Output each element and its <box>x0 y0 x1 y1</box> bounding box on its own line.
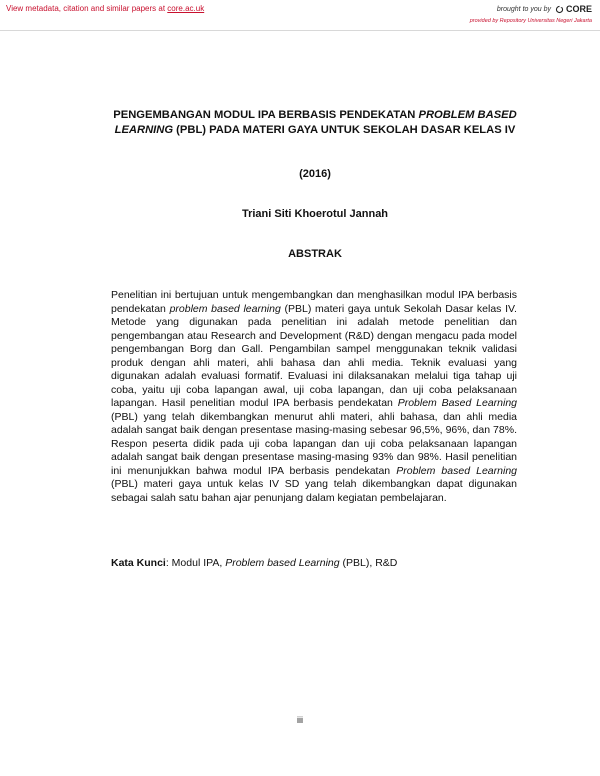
keywords-seg-1: : Modul IPA, <box>165 557 226 569</box>
paper-author: Triani Siti Khoerotul Jannah <box>241 208 389 220</box>
brought-to-you-by <box>497 4 592 14</box>
provided-by: provided by Repository Universitas Negeri Jakarta <box>469 18 592 24</box>
abstract-seg-4: Problem Based Learning <box>397 397 518 409</box>
abstract-seg-3: (PBL) materi gaya untuk Sekolah Dasar kelas IV. Metode yang digunakan pada penelitian ini adalah metode penelitian dan pengembangan atau Research and Development (R&D) dengan mengacu pada model pengembangan Borg dan Gall. Pengambilan sampel menggunakan teknik validasi produk dengan ahli materi, ahli bahasa dan ahli media. Teknik evaluasi yang digunakan adalah evaluasi formatif. Evaluasi ini dilaksanakan melalui tiga tahap uji coba, yaitu uji coba lapangan awal, uji coba lapangan, dan uji coba pelaksanaan lapangan. Hasil penelitian modul IPA berbasis pendekatan <box>111 302 517 409</box>
core-link-prefix: View metadata, citation and similar papers at <box>6 4 168 13</box>
core-logo[interactable] <box>555 4 592 14</box>
abstract-seg-1: Penelitian ini bertujuan untuk mengembangkan dan menghasilkan modul IPA berbasis pendekatan <box>111 289 517 315</box>
keywords-seg-2: Problem based Learning <box>225 557 340 569</box>
keywords <box>111 557 531 571</box>
title-part-1: PENGEMBANGAN MODUL IPA BERBASIS PENDEKATAN <box>113 109 419 121</box>
keywords-label: Kata Kunci <box>111 557 166 569</box>
abstract-seg-6: Problem based Learning <box>396 464 517 477</box>
core-logo-text: CORE <box>565 4 592 14</box>
paper-year: (2016) <box>299 168 331 180</box>
abstract-seg-7: (PBL) materi gaya untuk kelas IV SD yang telah dikembangkan dapat digunakan sebagai salah satu bahan ajar penunjang dalam kegiatan pembelajaran. <box>111 478 517 504</box>
paper-title <box>95 108 535 137</box>
abstract-seg-5: (PBL) yang telah dikembangkan menurut ahli materi, ahli bahasa, dan ahli media adalah sangat baik dengan presentase masing-masing sebesar 96,5%, 96%, dan 78%. Respon peserta didik pada uji coba lapangan dan uji coba pelaksanaan lapangan adalah sangat baik dengan presentase masing-masing 93% dan 98%. Hasil penelitian ini menunjukkan bahwa modul IPA berbasis pendekatan <box>111 410 517 477</box>
core-link-text[interactable]: core.ac.uk <box>167 4 205 13</box>
abstract-text <box>111 289 517 505</box>
core-header-bar <box>0 0 600 31</box>
brought-by-text: brought to you by <box>496 5 551 13</box>
title-italic-1: PROBLEM BASED LEARNING <box>114 109 517 136</box>
title-part-2: (PBL) PADA MATERI GAYA UNTUK SEKOLAH DASAR KELAS IV <box>173 123 516 136</box>
core-metadata-link[interactable] <box>6 4 204 13</box>
page-number: iii <box>297 715 303 725</box>
abstract-seg-2: problem based learning <box>169 302 281 315</box>
abstract-heading: ABSTRAK <box>288 248 342 260</box>
core-logo-icon <box>555 5 564 14</box>
keywords-seg-3: (PBL), R&D <box>339 557 398 569</box>
